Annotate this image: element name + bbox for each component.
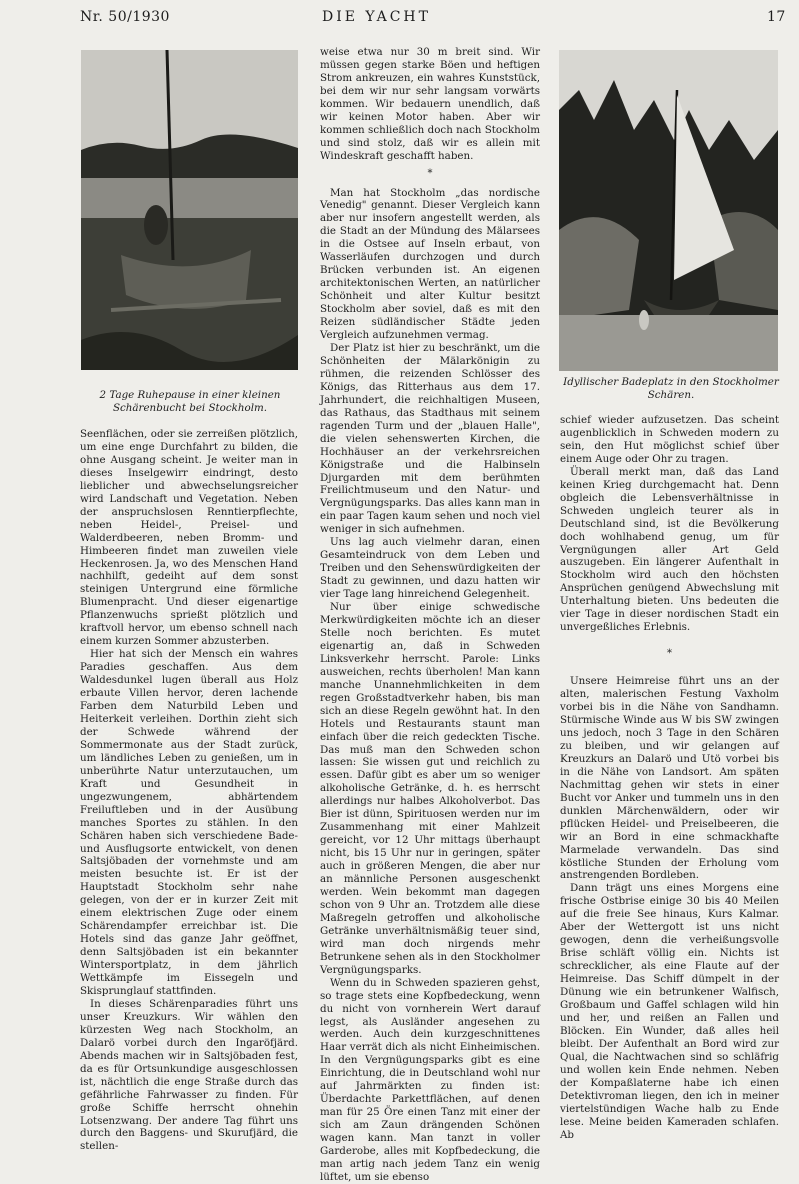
article-column-1 [80, 428, 298, 1153]
photo-boat-bay-image [81, 50, 298, 370]
paragraph: Überall merkt man, daß das Land keinen Krieg durchgemacht hat. Denn obgleich die Lebensverhältnisse in Schweden ungleich teurer als in Deutschland sind, ist die Bevölkerung doch wohlhabend genug, um für Vergnügungen aller Art Geld auszugeben. Ein längerer Aufenthalt in Stockholm wird auch den höchsten Ansprüchen genügend Abwechslung mit Unterhaltung bieten. Uns bedeuten die vier Tage in dieser nordischen Stadt ein unvergeßliches Erlebnis. [560, 465, 779, 634]
paragraph: weise etwa nur 30 m breit sind. Wir müssen gegen starke Böen und heftigen Strom ankreuzen, ein wahres Kunststück, bei dem wir nur sehr langsam vorwärts kommen. Wir bedauern unendlich, daß wir keinen Motor haben. Aber wir kommen schließlich doch nach Stockholm und sind stolz, daß wir es allein mit Windeskraft geschafft haben. [320, 46, 540, 162]
paragraph: Nur über einige schwedische Merkwürdigkeiten möchte ich an dieser Stelle noch berichten. Es mutet eigenartig an, daß in Schweden Linksverkehr herrscht. Parole: Links ausweichen, rechts überholen! Man kann manche Unannehmlichkeiten in dem regen Großstadtverkehr haben, bis man sich an diese Regeln gewöhnt hat. In den Hotels und Restaurants staunt man einfach über die reich gedeckten Tische. Das muß man den Schweden schon lassen: Sie wissen gut und reichlich zu essen. Dafür gibt es aber um so weniger alkoholische Getränke, d. h. es herrscht allerdings nur halbes Alkoholverbot. Das Bier ist dünn, Spirituosen werden nur im Zusammenhang mit einer Mahlzeit gereicht, vor 12 Uhr mittags überhaupt nicht, bis 15 Uhr nur in geringen, später auch in größeren Mengen, die aber nur an männliche Personen ausgeschenkt werden. Wein bekommt man dagegen schon von 9 Uhr an. Trotzdem alle diese Maßregeln getroffen und alkoholische Getränke unverhältnismäßig teuer sind, wird man doch nirgends mehr Betrunkene sehen als in den Stockholmer Vergnügungsparks. [320, 601, 540, 976]
magazine-title: DIE YACHT [322, 9, 431, 25]
paragraph: Seenflächen, oder sie zerreißen plötzlich, um eine enge Durchfahrt zu bilden, die ohne Ausgang scheint. Je weiter man in dieses Inselgewirr eindringt, desto lieblicher und abwechselungsreicher wird Landschaft und Vegetation. Neben der anspruchslosen Renntierpflechte, neben Heidel-, Preisel- und Walderdbeeren, neben Bromm- und Himbeeren findet man zuweilen viele Heckenrosen. Ja, wo des Menschen Hand nachhilft, gedeiht auf dem sonst steinigen Untergrund eine förmliche Blumenpracht. Und dieser eigenartige Pflanzenwuchs sprießt plötzlich und kraftvoll hervor, um ebenso schnell nach einem kurzen Sommer abzusterben. [80, 428, 298, 648]
paragraph: Man hat Stockholm „das nordische Venedig" genannt. Dieser Vergleich kann aber nur insofern angestellt werden, als die Stadt an der Mündung des Mälarsees in die Ostsee auf Inseln erbaut, von Wasserläufen durchzogen und durch Brücken verbunden ist. An eigenen architektonischen Werten, an natürlicher Schönheit und alter Kultur besitzt Stockholm aber soviel, daß es mit den Reizen südländischer Städte jeden Vergleich aufzunehmen vermag. [320, 186, 540, 342]
section-divider-star: * [427, 167, 433, 179]
paragraph: Dann trägt uns eines Morgens eine frische Ostbrise einige 30 bis 40 Meilen auf die freie See hinaus, Kurs Kalmar. Aber der Wettergott ist uns nicht gewogen, denn die verheißungsvolle Brise schläft völlig ein. Nichts ist schrecklicher, als eine Flaute auf der Heimreise. Das Schiff dümpelt in der Dünung wie ein betrunkener Walfisch, Großbaum und Gaffel schlagen wild hin und her, und reißen an Fallen und Blöcken. Ein Wunder, daß alles heil bleibt. Der Aufenthalt an Bord wird zur Qual, die Nachtwachen sind so schläfrig und wollen kein Ende nehmen. Neben der Kompaßlaterne habe ich einen Detektivroman liegen, den ich in meiner viertelstündigen Wache halb zu Ende lese. Meine beiden Kameraden schlafen. Ab [560, 882, 779, 1141]
caption-right-photo: Idyllischer Badeplatz in den Stockholmer Schären. [563, 376, 779, 401]
paragraph: Der Platz ist hier zu beschränkt, um die Schönheiten der Mälarkönigin zu rühmen, die reizenden Schlösser des Königs, das Ritterhaus aus dem 17. Jahrhundert, die reichhaltigen Museen, das Rathaus, das Stadthaus mit seinem ragenden Turm und der „blauen Halle", die vielen sehenswerten Kirchen, die Hochhäuser an der verkehrsreichen Königstraße und die Halbinseln Djurgarden mit dem berühmten Freilichtmuseum und den Natur- und Vergnügungsparks. Das alles kann man in ein paar Tagen kaum sehen und noch viel weniger in sich aufnehmen. [320, 341, 540, 536]
page-number: 17 [767, 9, 786, 25]
paragraph: Hier hat sich der Mensch ein wahres Paradies geschaffen. Aus dem Waldesdunkel lugen überall aus Holz erbaute Villen hervor, deren lachende Farben dem Naturbild Leben und Heiterkeit verleihen. Dorthin zieht sich der Schwede während der Sommermonate aus der Stadt zurück, um ländliches Leben zu genießen, um in unberührte Natur unterzutauchen, um Kraft und Gesundheit in ungezwungenem, abhärtendem Freiluftleben und in der Ausübung manches Sportes zu stählen. In den Schären haben sich verschiedene Bade- und Ausflugsorte entwickelt, von denen Saltsjöbaden der vornehmste und am meisten besuchte ist. Er ist der Hauptstadt Stockholm sehr nahe gelegen, von der er in kurzer Zeit mit einem elektrischen Zuge oder einem Schärendampfer erreichbar ist. Die Hotels sind das ganze Jahr geöffnet, denn Saltsjöbaden ist ein bekannter Wintersportplatz, in dem jährlich Wettkämpfe im Eissegeln und Skisprunglauf stattfinden. [80, 648, 298, 997]
photo-boat-bay [81, 50, 298, 370]
section-divider-star: * [667, 648, 672, 660]
article-column-3 [560, 414, 779, 1141]
paragraph: Uns lag auch vielmehr daran, einen Gesamteindruck von dem Leben und Treiben und den Sehenswürdigkeiten der Stadt zu gewinnen, und dazu hatten wir vier Tage lang hinreichend Gelegenheit. [320, 536, 540, 601]
photo-bathing-place-image [559, 50, 778, 371]
paragraph: In dieses Schärenparadies führt uns unser Kreuzkurs. Wir wählen den kürzesten Weg nach Stockholm, an Dalarö vorbei durch den Ingaröfjärd. Abends machen wir in Saltsjöbaden fest, da es für Ortsunkundige ausgeschlossen ist, nächtlich die enge Straße durch das gefährliche Fahrwasser zu finden. Für große Schiffe herrscht ohnehin Lotsenzwang. Der andere Tag führt uns durch den Baggens- und Skurufjärd, die stellen- [80, 997, 298, 1153]
paragraph: schief wieder aufzusetzen. Das scheint augenblicklich in Schweden modern zu sein, den Hut möglichst schief über einem Auge oder Ohr zu tragen. [560, 414, 779, 465]
paragraph: Wenn du in Schweden spazieren gehst, so trage stets eine Kopfbedeckung, wenn du nicht von vornherein Wert darauf legst, als Ausländer angesehen zu werden. Auch dein kurzgeschnittenes Haar verrät dich als nicht Einheimischen. In den Vergnügungsparks gibt es eine Einrichtung, die in Deutschland wohl nur auf Jahrmärkten zu finden ist: Überdachte Parkettflächen, auf denen man für 25 Öre einen Tanz mit einer der sich am Zaun drängenden Schönen wagen kann. Man tanzt in voller Garderobe, alles mit Kopfbedeckung, die man artig nach jedem Tanz ein wenig lüftet, um sie ebenso [320, 976, 540, 1183]
caption-left-photo: 2 Tage Ruhepause in einer kleinen Schärenbucht bei Stockholm. [99, 389, 281, 414]
photo-bathing-place [559, 50, 778, 371]
issue-number: Nr. 50/1930 [80, 9, 170, 25]
paragraph: Unsere Heimreise führt uns an der alten, malerischen Festung Vaxholm vorbei bis in die Nähe von Sandhamn. Stürmische Winde aus W bis SW zwingen uns jedoch, noch 3 Tage in den Schären zu bleiben, und wir gelangen auf Kreuzkurs an Dalarö und Utö vorbei bis in die Nähe von Landsort. Am späten Nachmittag gehen wir stets in einer Bucht vor Anker und tummeln uns in den dunklen Märchenwäldern, oder wir pflücken Heidel- und Preiselbeeren, die wir an Bord in eine schmackhafte Marmelade verwandeln. Das sind köstliche Stunden der Erholung vom anstrengenden Bordleben. [560, 675, 779, 882]
article-column-2 [320, 46, 540, 1184]
